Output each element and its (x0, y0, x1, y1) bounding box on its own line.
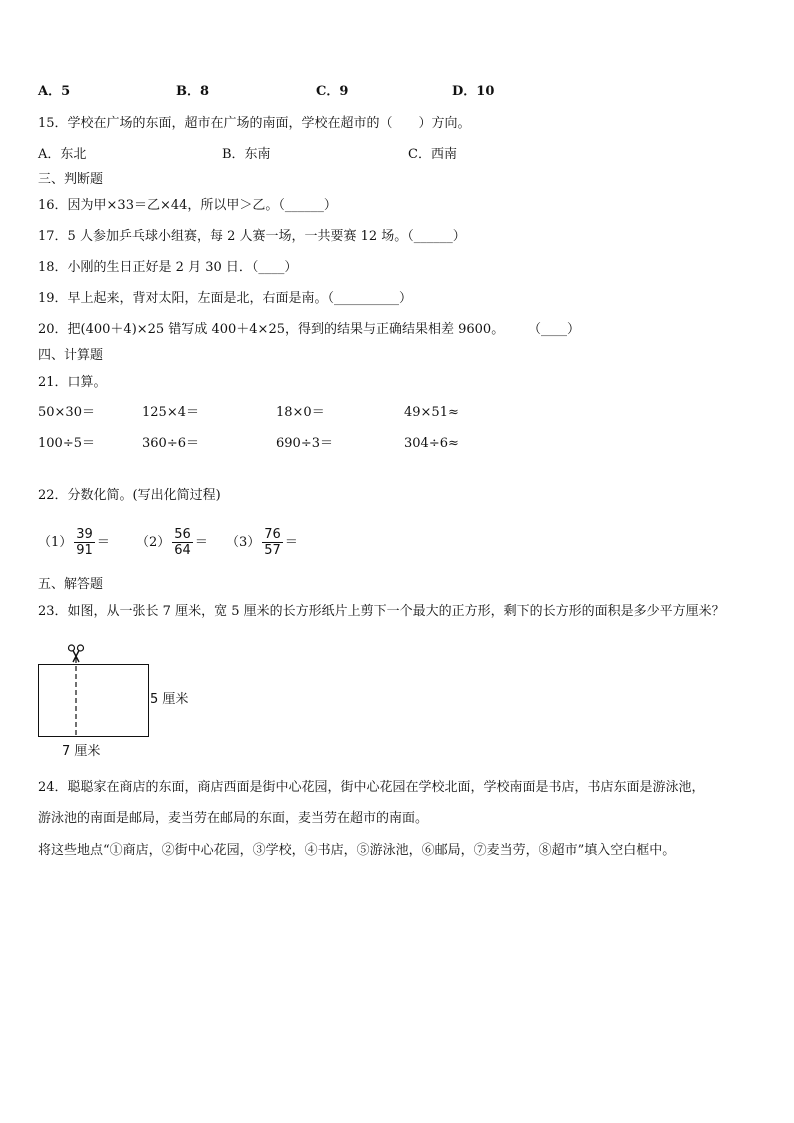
q22-item-3-equals: ＝ (284, 535, 298, 550)
q22-item-1-equals: ＝ (96, 535, 110, 550)
q15-option-b: B．东南 (222, 147, 271, 162)
q14-option-c: C．9 (316, 84, 349, 99)
q24-line-1: 24．聪聪家在商店的东面，商店西面是街中心花园，街中心花园在学校北面，学校南面是书店，书店东面是游泳池， (38, 780, 705, 795)
q22-fraction-1-numerator: 39 (76, 527, 93, 542)
q22-fraction-2-numerator: 56 (174, 527, 191, 542)
q22-fraction-1 (74, 527, 95, 558)
q23-width-label: 5 厘米 (150, 692, 189, 707)
q21-r2-c3: 690÷3＝ (276, 436, 333, 451)
q22-item-3-label: （3） (226, 535, 261, 550)
q22-fraction-1-denominator: 91 (76, 543, 93, 558)
q15-option-c: C．西南 (408, 147, 457, 162)
q22-item-1 (38, 524, 110, 562)
q22-item-1-label: （1） (38, 535, 73, 550)
q21-r1-c4: 49×51≈ (404, 405, 459, 420)
q22-fraction-2 (172, 527, 193, 558)
q21-r1-c2: 125×4＝ (142, 405, 199, 420)
q20-text: 20．把(400＋4)×25 错写成 400＋4×25，得到的结果与正确结果相差 9600。 (38, 322, 505, 337)
q15-option-a: A．东北 (38, 147, 87, 162)
q21-r2-c4: 304÷6≈ (404, 436, 459, 451)
section-4-heading: 四、计算题 (38, 348, 104, 363)
q15-text: 15．学校在广场的东面，超市在广场的南面，学校在超市的（ ）方向。 (38, 116, 471, 131)
q22-fraction-2-denominator: 64 (174, 543, 191, 558)
q24-line-3: 将这些地点“①商店，②街中心花园，③学校，④书店，⑤游泳池，⑥邮局，⑦麦当劳，⑧超市”填入空白框中。 (38, 843, 676, 858)
q22-item-3 (226, 524, 298, 562)
q21-r2-c1: 100÷5＝ (38, 436, 95, 451)
q16-text: 16．因为甲×33＝乙×44，所以甲＞乙。（______） (38, 198, 337, 213)
q21-title: 21．口算。 (38, 375, 107, 390)
q22-fraction-3-denominator: 57 (264, 543, 281, 558)
q22-item-2-label: （2） (136, 535, 171, 550)
q22-item-2 (136, 524, 208, 562)
q21-r2-c2: 360÷6＝ (142, 436, 199, 451)
q21-r1-c3: 18×0＝ (276, 405, 325, 420)
q22-item-2-equals: ＝ (194, 535, 208, 550)
section-3-heading: 三、判断题 (38, 172, 104, 187)
q22-title: 22．分数化简。(写出化简过程) (38, 488, 221, 503)
q14-option-b: B．8 (176, 84, 210, 99)
section-5-heading: 五、解答题 (38, 577, 104, 592)
q19-text: 19．早上起来，背对太阳，左面是北，右面是南。（__________） (38, 291, 413, 306)
q21-r1-c1: 50×30＝ (38, 405, 95, 420)
q22-fraction-3-numerator: 76 (264, 527, 281, 542)
q24-line-2: 游泳池的南面是邮局，麦当劳在邮局的东面，麦当劳在超市的南面。 (38, 811, 429, 826)
q14-option-a: A．5 (38, 84, 71, 99)
paper-rectangle (39, 665, 149, 737)
q17-text: 17．5 人参加乒乓球小组赛，每 2 人赛一场，一共要赛 12 场。（______） (38, 229, 466, 244)
q23-text: 23．如图，从一张长 7 厘米，宽 5 厘米的长方形纸片上剪下一个最大的正方形，剩下的长方形的面积是多少平方厘米？ (38, 604, 725, 619)
q14-option-d: D．10 (452, 84, 495, 99)
q18-text: 18．小刚的生日正好是 2 月 30 日．（____） (38, 260, 298, 275)
q22-fraction-3 (262, 527, 283, 558)
q20-blank: （____） (528, 322, 581, 337)
q23-length-label: 7 厘米 (62, 744, 101, 759)
